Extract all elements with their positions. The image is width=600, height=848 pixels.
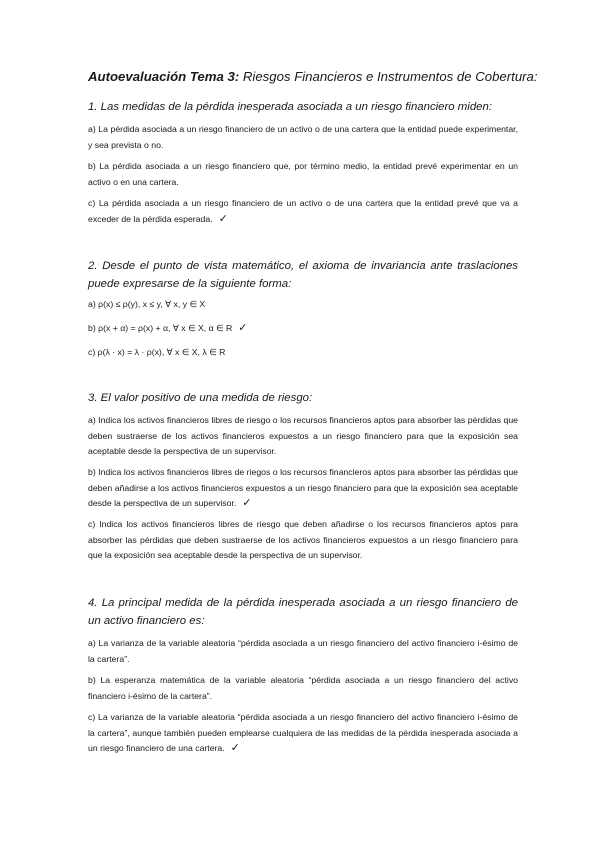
check-icon: ✓ (238, 322, 248, 334)
check-icon: ✓ (230, 742, 240, 755)
page-title (88, 69, 558, 84)
q3-option-c: c) Indica los activos financieros libres de riesgo que deben añadirse o los recursos financieros aptos para absorber las pérdidas que deben sustraerse de los activos financieros expuestos a un riesgo financiero para que la exposición sea aceptable desde la perspectiva de un supervisor. (88, 519, 518, 561)
check-icon: ✓ (242, 497, 252, 510)
q2-option-a: a) ρ(x) ≤ ρ(y), x ≤ y, ∀ x, y ∈ X (88, 299, 206, 309)
question-2: 2. Desde el punto de vista matemático, el axioma de invariancia ante traslaciones puede expresarse de la siguiente forma: (88, 260, 518, 290)
q4-option-c (88, 710, 518, 757)
title-rest: Riesgos Financieros e Instrumentos de Cobertura: (239, 69, 538, 84)
q2-option-b-text: b) ρ(x + α) = ρ(x) + α, ∀ x ∈ X, α ∈ R (88, 323, 233, 333)
check-icon: ✓ (218, 212, 228, 225)
question-4: 4. La principal medida de la pérdida inesperada asociada a un riesgo financiero de un activo financiero es: (88, 597, 518, 627)
question-1: 1. Las medidas de la pérdida inesperada asociada a un riesgo financiero miden: (88, 101, 492, 113)
q1-option-c-text: c) La pérdida asociada a un riesgo financiero de un activo o de una cartera que la entidad prevé que va a exceder de la pérdida esperada. (88, 198, 518, 224)
q1-option-b: b) La pérdida asociada a un riesgo financiero que, por término medio, la entidad prevé experimentar en un activo o en una cartera. (88, 161, 518, 187)
q1-option-c (88, 196, 518, 227)
q4-option-b: b) La esperanza matemática de la variable aleatoria “pérdida asociada a un riesgo financiero del activo financiero i-ésimo de la cartera”. (88, 675, 518, 701)
q4-option-c-text: c) La varianza de la variable aleatoria “pérdida asociada a un riesgo financiero del activo financiero i-ésimo de la cartera”, aunque también pueden emplearse cualquiera de las medidas de la pérdida inesperada asociada a un riesgo financiero de una cartera. (88, 712, 518, 754)
title-bold: Autoevaluación Tema 3: (88, 69, 240, 84)
question-3: 3. El valor positivo de una medida de riesgo: (88, 392, 313, 404)
q4-option-a: a) La varianza de la variable aleatoria “pérdida asociada a un riesgo financiero del activo financiero i-ésimo de la cartera”. (88, 638, 518, 664)
q1-option-a: a) La pérdida asociada a un riesgo financiero de un activo o de una cartera que la entidad puede experimentar, y sea prevista o no. (88, 124, 518, 150)
q2-option-b (88, 321, 518, 337)
q2-option-c: c) ρ(λ · x) = λ · ρ(x), ∀ x ∈ X, λ ∈ R (88, 347, 226, 357)
q3-option-b (88, 465, 518, 512)
q3-option-a: a) Indica los activos financieros libres de riesgo o los recursos financieros aptos para absorber las pérdidas que deben sustraerse de los activos financieros expuestos a un riesgo financiero para que la exposición sea aceptable desde la perspectiva de un supervisor. (88, 415, 518, 457)
q3-option-b-text: b) Indica los activos financieros libres de riegos o los recursos financieros aptos para absorber las pérdidas que deben añadirse a los activos financieros expuestos a un riesgo financiero para que la exposición sea aceptable desde la perspectiva de un supervisor. (88, 467, 518, 509)
